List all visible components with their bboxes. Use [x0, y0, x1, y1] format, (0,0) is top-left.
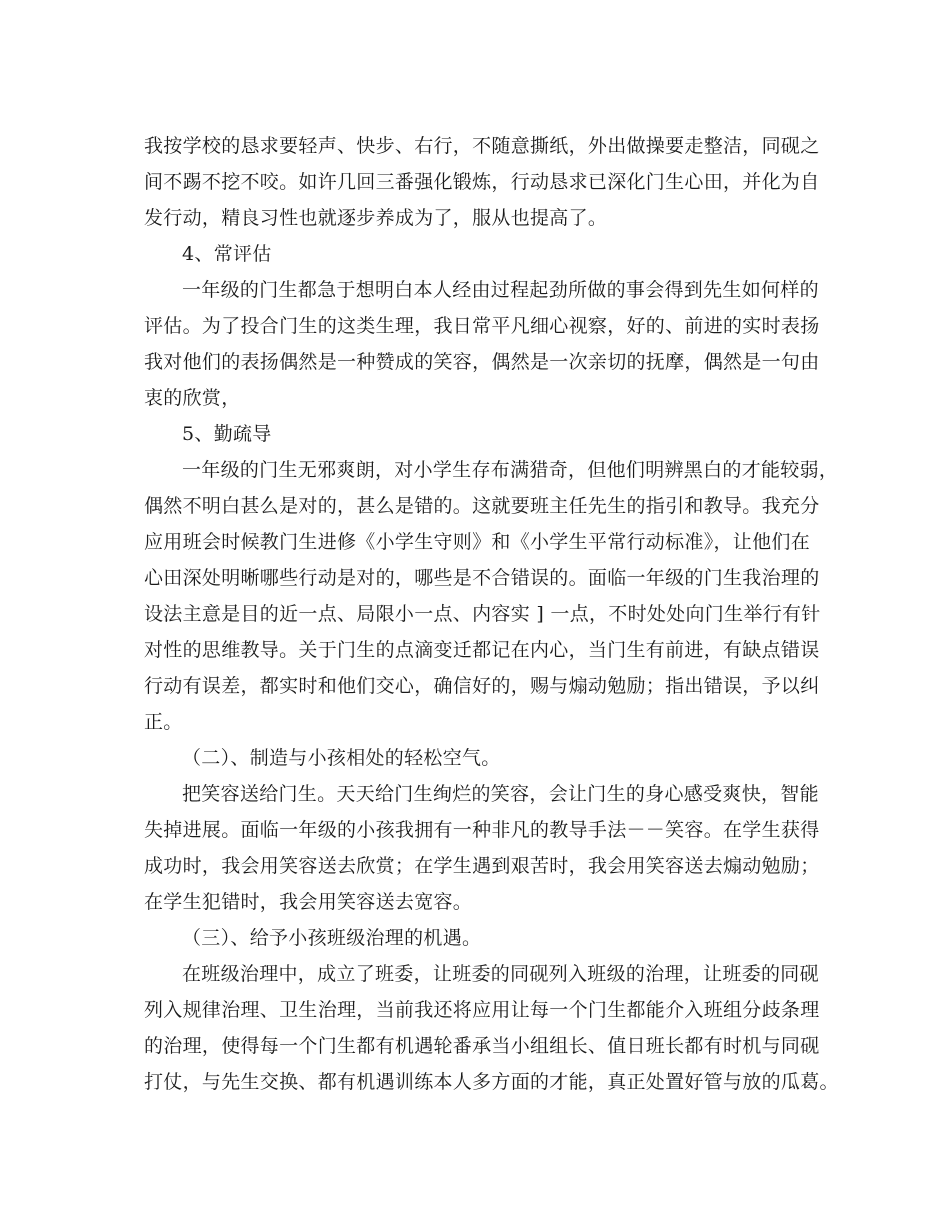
text-line: 打仗，与先生交换、都有机遇训练本人多方面的才能，真正处置好管与放的瓜葛。	[144, 1071, 839, 1093]
text-line: 发行动，精良习性也就逐步养成为了，服从也提高了。	[144, 207, 608, 229]
text-line: 间不踢不挖不咬。如许几回三番强化锻炼，行动恳求已深化门生心田，并化为自	[144, 171, 820, 193]
text-line: 失掉进展。面临一年级的小孩我拥有一种非凡的教导手法－－笑容。在学生获得	[144, 819, 820, 841]
text-line: 把笑容送给门生。天天给门生绚烂的笑容，会让门生的身心感受爽快，智能	[182, 783, 819, 805]
text-line: 列入规律治理、卫生治理，当前我还将应用让每一个门生都能介入班组分歧条理	[144, 999, 820, 1021]
text-line: 5、勤疏导	[182, 423, 272, 445]
text-line: 设法主意是目的近一点、局限小一点、内容实 ] 一点，不时处处向门生举行有针	[144, 603, 821, 625]
text-line: 在学生犯错时，我会用笑容送去宽容。	[144, 891, 473, 913]
text-line: （三）、给予小孩班级治理的机遇。	[182, 927, 482, 949]
text-line: 对性的思维教导。关于门生的点滴变迁都记在内心，当门生有前进，有缺点错误	[144, 639, 820, 661]
text-line: 心田深处明晰哪些行动是对的，哪些是不合错误的。面临一年级的门生我治理的	[144, 567, 820, 589]
text-line: 应用班会时候教门生进修《小学生守则》和《小学生平常行动标准》，让他们在	[144, 531, 811, 553]
text-line: 衷的欣赏，	[144, 387, 241, 409]
text-line: 我按学校的恳求要轻声、快步、右行，不随意撕纸，外出做操要走整洁，同砚之	[144, 135, 820, 157]
text-line: 偶然不明白甚么是对的，甚么是错的。这就要班主任先生的指引和教导。我充分	[144, 495, 820, 517]
text-line: 评估。为了投合门生的这类生理，我日常平凡细心视察，好的、前进的实时表扬	[144, 315, 820, 337]
text-line: 行动有误差，都实时和他们交心，确信好的，赐与煽动勉励；指出错误，予以纠	[144, 675, 820, 697]
text-line: 一年级的门生都急于想明白本人经由过程起劲所做的事会得到先生如何样的	[182, 279, 819, 301]
text-line: 的治理，使得每一个门生都有机遇轮番承当小组组长、值日班长都有时机与同砚	[144, 1035, 820, 1057]
text-line: 在班级治理中，成立了班委，让班委的同砚列入班级的治理，让班委的同砚	[182, 963, 819, 985]
text-line: 我对他们的表扬偶然是一种赞成的笑容，偶然是一次亲切的抚摩，偶然是一句由	[144, 351, 820, 373]
text-line: 4、常评估	[182, 243, 272, 265]
text-line: 一年级的门生无邪爽朗，对小学生存布满猎奇，但他们明辨黑白的才能较弱，	[182, 459, 839, 481]
body-text	[144, 128, 839, 1100]
text-line: 正。	[144, 711, 183, 733]
text-line: （二）、制造与小孩相处的轻松空气。	[182, 747, 501, 769]
text-line: 成功时，我会用笑容送去欣赏；在学生遇到艰苦时，我会用笑容送去煽动勉励；	[144, 855, 820, 877]
